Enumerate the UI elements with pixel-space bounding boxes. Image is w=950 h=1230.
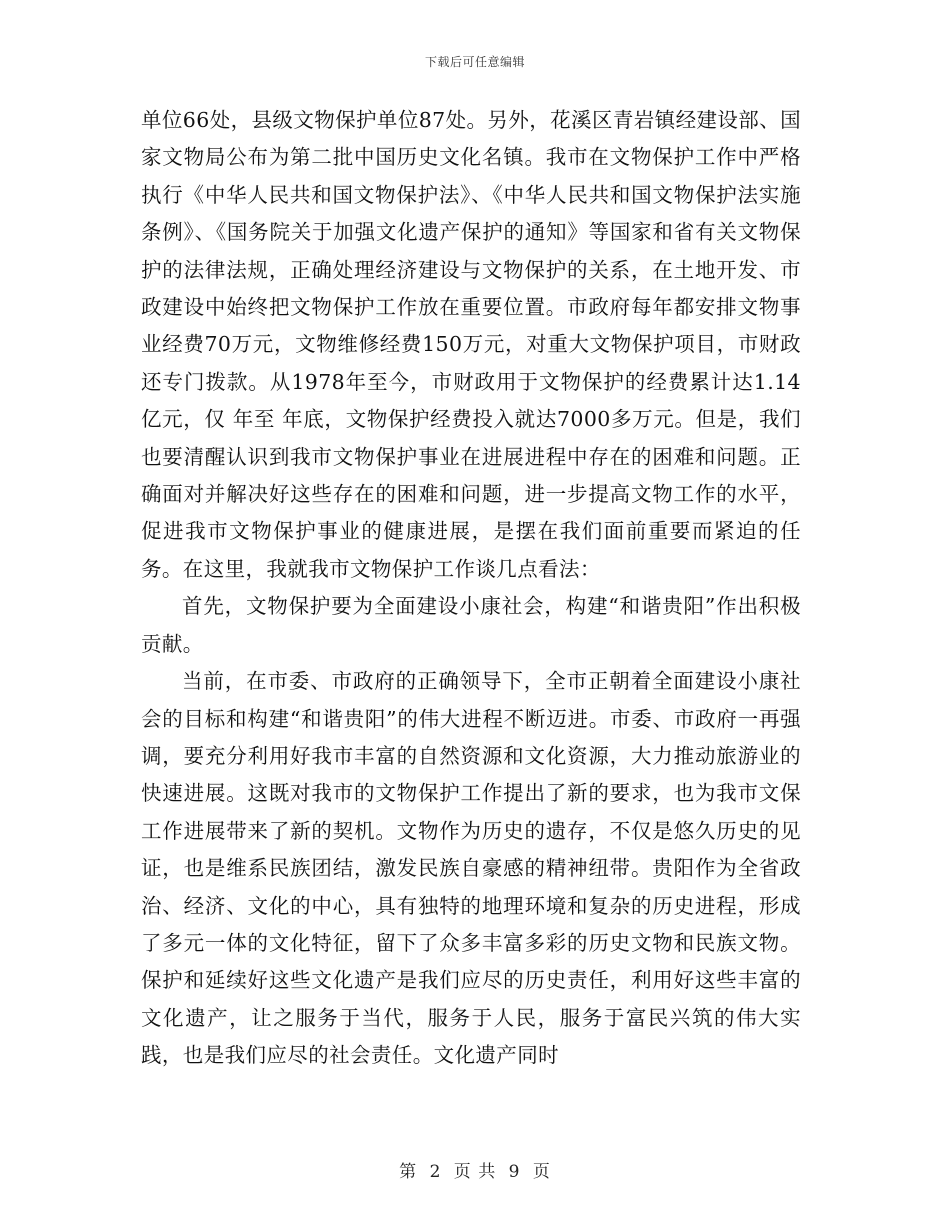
page-header xyxy=(0,53,950,70)
page-footer xyxy=(0,1157,950,1182)
footer-prefix: 第 xyxy=(399,1162,418,1182)
header-note: 下载后可任意编辑 xyxy=(424,55,525,69)
paragraph-current-situation: 当前，在市委、市政府的正确领导下，全市正朝着全面建设小康社会的目标和构建“和谐贵阳”的伟大进程不断迈进。市委、市政府一再强调，要充分利用好我市丰富的自然资源和文化资源，大力推动旅游业的快速进展。这既对我市的文物保护工作提出了新的要求，也为我市文保工作进展带来了新的契机。文物作为历史的遗存，不仅是悠久历史的见证，也是维系民族团结，激发民族自豪感的精神纽带。贵阳作为全省政治、经济、文化的中心，具有独特的地理环境和复杂的历史进程，形成了多元一体的文化特征，留下了众多丰富多彩的历史文物和民族文物。保护和延续好这些文化遗产是我们应尽的历史责任，利用好这些丰富的文化遗产，让之服务于当代，服务于人民，服务于富民兴筑的伟大实践，也是我们应尽的社会责任。文化遗产同时 xyxy=(141,669,801,1068)
paragraph-heading-first: 首先，文物保护要为全面建设小康社会，构建“和谐贵阳”作出积极贡献。 xyxy=(141,594,801,656)
paragraph-continuation: 单位66处，县级文物保护单位87处。另外，花溪区青岩镇经建设部、国家文物局公布为第二批中国历史文化名镇。我市在文物保护工作中严格执行《中华人民共和国文物保护法》、《中华人民共和国文物保护法实施条例》、《国务院关于加强文化遗产保护的通知》等国家和省有关文物保护的法律法规，正确处理经济建设与文物保护的关系，在土地开发、市政建设中始终把文物保护工作放在重要位置。市政府每年都安排文物事业经费70万元，文物维修经费150万元，对重大文物保护项目，市财政还专门拨款。从1978年至今，市财政用于文物保护的经费累计达1.14亿元，仅 年至 年底，文物保护经费投入就达7000多万元。但是，我们也要清醒认识到我市文物保护事业在进展进程中存在的困难和问题。正确面对并解决好这些存在的困难和问题，进一步提高文物工作的水平，促进我市文物保护事业的健康进展，是摆在我们面前重要而紧迫的任务。在这里，我就我市文物保护工作谈几点看法： xyxy=(141,108,801,581)
footer-current-page: 2 xyxy=(429,1162,442,1182)
document-body xyxy=(141,102,801,1075)
footer-middle: 页 共 xyxy=(453,1162,497,1182)
footer-suffix: 页 xyxy=(532,1162,551,1182)
footer-total-pages: 9 xyxy=(508,1162,521,1182)
